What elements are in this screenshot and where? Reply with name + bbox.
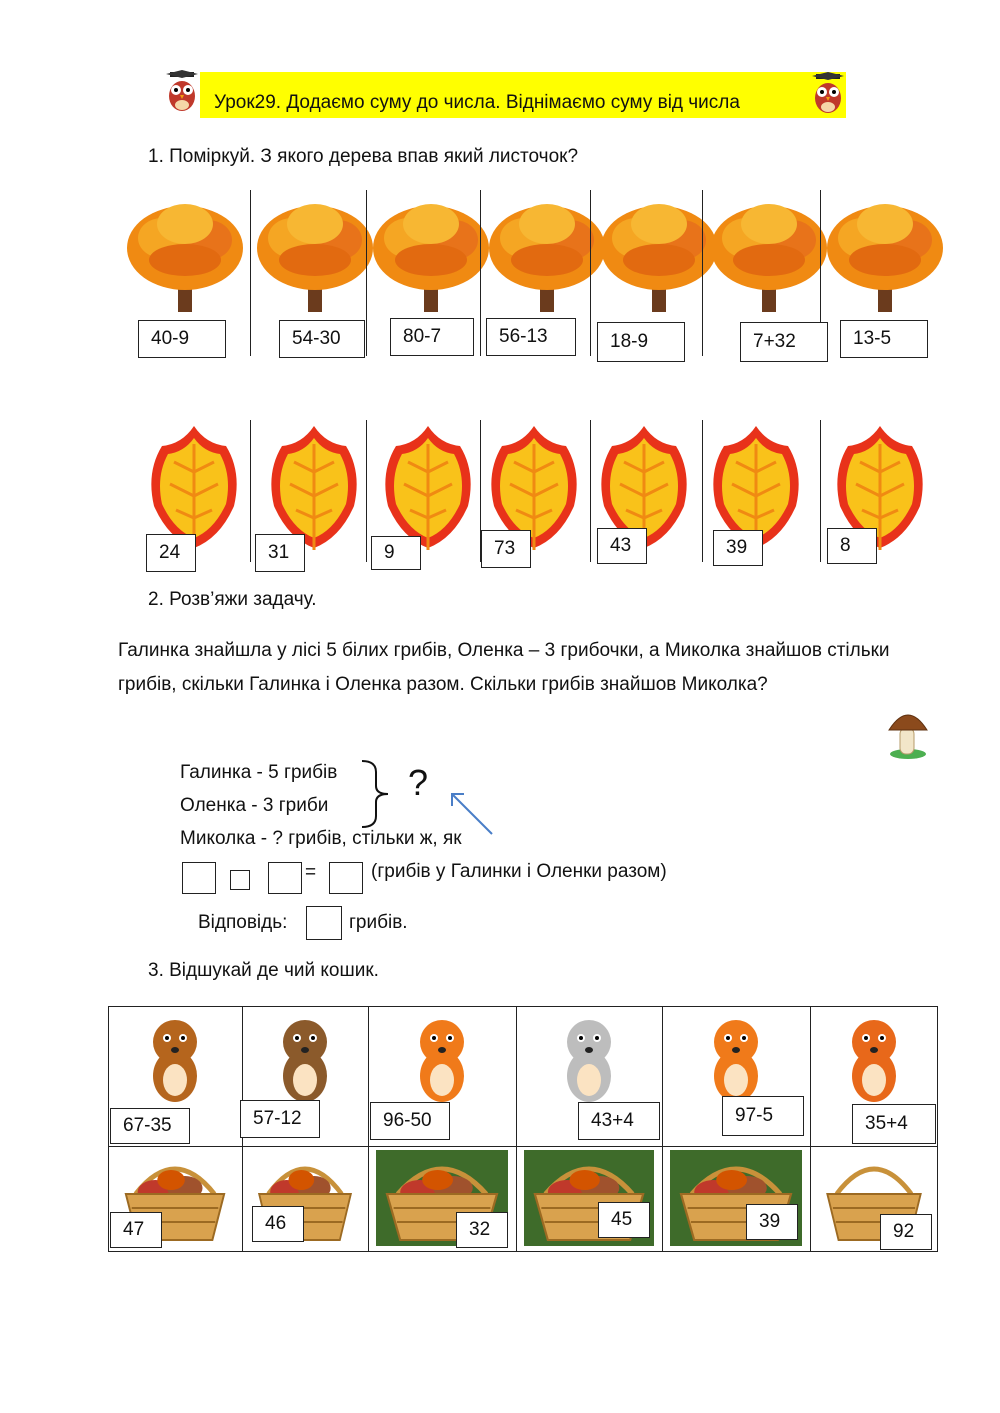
leaf-answer-box[interactable]: 73 (481, 530, 531, 568)
column-divider (480, 190, 481, 356)
animal-expression-box[interactable]: 43+4 (578, 1102, 660, 1140)
column-divider (250, 190, 251, 356)
fox-icon (397, 1010, 487, 1106)
arrow-icon (446, 788, 496, 838)
column-divider (702, 190, 703, 356)
condition-line-1: Галинка - 5 грибів (180, 762, 338, 783)
autumn-tree-icon (822, 190, 948, 316)
rabbit-icon (544, 1010, 634, 1106)
answer-label: Відповідь: (198, 912, 288, 933)
basket-answer-box[interactable]: 45 (598, 1202, 650, 1238)
autumn-leaf-icon (146, 422, 242, 552)
table-column-divider (810, 1006, 811, 1252)
tree-expression-box[interactable]: 18-9 (597, 322, 685, 362)
fox-with-flower-icon (691, 1010, 781, 1106)
leaf-answer-box[interactable]: 39 (713, 530, 763, 566)
animal-expression-box[interactable]: 96-50 (370, 1102, 450, 1140)
question-mark: ? (408, 762, 429, 803)
tree-expression-box[interactable]: 13-5 (840, 320, 928, 358)
hedgehog-icon (130, 1010, 220, 1106)
equals-sign: = (305, 862, 317, 883)
column-divider (366, 190, 367, 356)
column-divider (702, 420, 703, 562)
owl-icon (810, 72, 846, 116)
autumn-tree-icon (252, 190, 378, 316)
table-column-divider (516, 1006, 517, 1252)
bear-icon (260, 1010, 350, 1106)
basket-answer-box[interactable]: 39 (746, 1204, 798, 1240)
autumn-tree-icon (484, 190, 610, 316)
tree-expression-box[interactable]: 56-13 (486, 318, 576, 356)
column-divider (590, 190, 591, 356)
page-title: Урок29. Додаємо суму до числа. Віднімаємо суму від числа (214, 92, 740, 113)
leaf-answer-box[interactable]: 43 (597, 528, 647, 564)
task1-heading: 1. Поміркуй. З якого дерева впав який листочок? (148, 146, 579, 167)
tree-expression-box[interactable]: 7+32 (740, 322, 828, 362)
leaf-answer-box[interactable]: 24 (146, 534, 196, 572)
answer-box-sign[interactable] (230, 870, 250, 890)
tree-expression-box[interactable]: 80-7 (390, 318, 474, 356)
task3-heading: 3. Відшукай де чий кошик. (148, 960, 379, 981)
autumn-tree-icon (368, 190, 494, 316)
leaf-answer-box[interactable]: 9 (371, 536, 421, 570)
task2-heading: 2. Розв’яжи задачу. (148, 589, 317, 610)
curly-brace-icon (356, 758, 396, 830)
basket-answer-box[interactable]: 46 (252, 1206, 304, 1242)
column-divider (820, 420, 821, 562)
owl-icon (164, 70, 200, 114)
animal-expression-box[interactable]: 57-12 (240, 1100, 320, 1138)
autumn-tree-icon (706, 190, 832, 316)
basket-answer-box[interactable]: 47 (110, 1212, 162, 1248)
basket-answer-box[interactable]: 92 (880, 1214, 932, 1250)
animal-expression-box[interactable]: 35+4 (852, 1104, 936, 1144)
animal-expression-box[interactable]: 67-35 (110, 1108, 190, 1144)
column-divider (590, 420, 591, 562)
tree-expression-box[interactable]: 40-9 (138, 320, 226, 358)
condition-line-2: Оленка - 3 гриби (180, 795, 329, 816)
autumn-leaf-icon (380, 422, 476, 552)
table-column-divider (662, 1006, 663, 1252)
answer-box-result[interactable] (329, 862, 363, 894)
tree-expression-box[interactable]: 54-30 (279, 320, 365, 358)
problem-text: Галинка знайшла у лісі 5 білих грибів, Оленка – 3 грибочки, а Миколка знайшов стільки грибів, скільки Галинка і Оленка разом. Скільки грибів знайшов Миколка? (118, 640, 890, 695)
squirrel-icon (829, 1010, 919, 1106)
leaf-answer-box[interactable]: 31 (255, 534, 305, 572)
answer-unit: грибів. (349, 912, 408, 933)
basket-answer-box[interactable]: 32 (456, 1212, 508, 1248)
autumn-tree-icon (596, 190, 722, 316)
answer-box-second-number[interactable] (268, 862, 302, 894)
autumn-tree-icon (122, 190, 248, 316)
autumn-leaf-icon (266, 422, 362, 552)
table-column-divider (368, 1006, 369, 1252)
column-divider (250, 420, 251, 562)
answer-box-first-number[interactable] (182, 862, 216, 894)
table-row-divider (108, 1146, 938, 1147)
equation-note: (грибів у Галинки і Оленки разом) (371, 861, 667, 882)
answer-box-final[interactable] (306, 906, 342, 940)
mushroom-icon (886, 704, 930, 760)
animal-expression-box[interactable]: 97-5 (722, 1096, 804, 1136)
condition-line-3: Миколка - ? грибів, стільки ж, як (180, 828, 462, 849)
leaf-answer-box[interactable]: 8 (827, 528, 877, 564)
column-divider (366, 420, 367, 562)
